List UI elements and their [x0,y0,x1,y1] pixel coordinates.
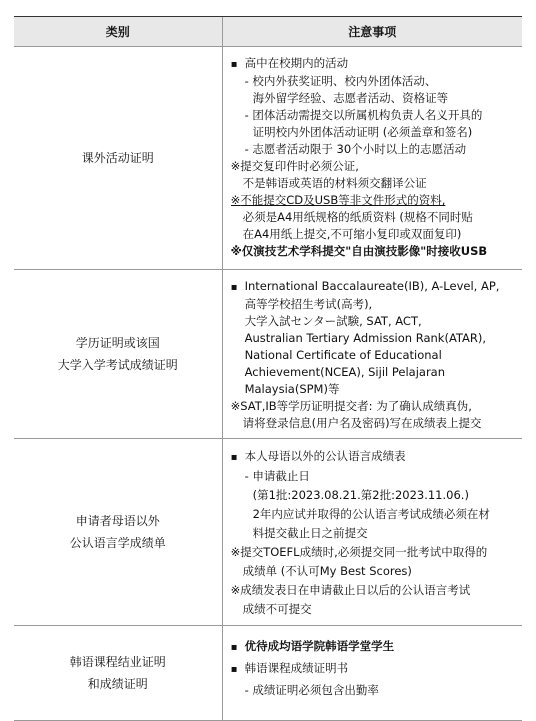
category-label: 课外活动证明 [81,151,154,165]
list-item: (第1批:2023.08.21.第2批:2023.11.06.) [252,488,469,502]
category-label: 韩语课程结业证明 [69,655,166,669]
table-row [14,270,522,439]
note-item: 必须是A4用纸规格的纸质资料 (规格不同时贴 [242,210,473,224]
category-cell [14,47,223,269]
category-cell [14,270,223,438]
notes-cell [223,47,522,269]
list-item: National Certificate of Educational [244,348,442,362]
header-notes: 注意事项 [348,25,397,39]
list-item: ▪ 本人母语以外的公认语言成绩表 [231,447,516,467]
note-item: ※ 仅演技艺术学科提交"自由演技影像"时接收USB [231,243,516,260]
note-item: ※ 不能提交CD及USB等非文件形式的资料, [231,192,516,209]
list-item: - 成绩证明必须包含出勤率 [231,680,516,701]
table-row [14,626,522,721]
list-item: 大学入試センター試験, SAT, ACT, [244,314,422,328]
note-item: ※ SAT,IB等学历证明提交者: 为了确认成绩真伪, [231,398,516,415]
list-item: ▪ International Baccalaureate(IB), A-Level, AP, [231,278,516,296]
list-item: ▪ 优待成均语学院韩语学堂学生 [231,636,516,658]
note-item: 在A4用纸上提交,不可缩小复印或双面复印) [242,227,462,241]
list-item: 海外留学经验、志愿者活动、资格证等 [252,91,449,105]
category-label: 公认语言学成绩单 [69,536,166,550]
list-item: 高等学校招生考试(高考), [244,297,373,311]
category-label: 申请者母语以外 [75,514,160,528]
list-item: 证明校内外团体活动证明 (必须盖章和签名) [252,125,473,139]
category-label: 学历证明或该国 [75,336,160,350]
list-item: 料提交截止日之前提交 [252,526,368,540]
notes-cell [223,626,522,720]
list-item: Malaysia(SPM)等 [244,382,340,396]
list-item: Australian Tertiary Admission Rank(ATAR), [244,331,487,345]
notes-cell [223,439,522,625]
list-item: Achievement(NCEA), Sijil Pelajaran [244,365,446,379]
note-item: 请将登录信息(用户名及密码)写在成绩表上提交 [242,416,482,430]
note-item: ※ 成绩发表日在申请截止日以后的公认语言考试 [231,581,516,600]
note-item: ※ 提交TOEFL成绩时,必须提交同一批考试中取得的 [231,543,516,562]
note-item: 不是韩语或英语的材料须交翻译公证 [242,176,427,190]
category-cell [14,439,223,625]
note-item: 成绩不可提交 [242,602,312,616]
notes-cell [223,270,522,438]
category-cell [14,626,223,720]
category-label: 和成绩证明 [87,677,148,691]
list-item: ▪ 高中在校期内的活动 [231,55,516,73]
list-item: - 校内外获奖证明、校内外团体活动、 [231,73,516,90]
header-category: 类别 [14,17,223,46]
list-item: 2年内应试并取得的公认语言考试成绩必须在材 [252,507,490,521]
list-item: ▪ 韩语课程成绩证明书 [231,658,516,680]
table-row [14,439,522,626]
notice-table [14,16,522,721]
list-item: - 团体活动需提交以所属机构负责人名义开具的 [231,107,516,124]
list-item: - 志愿者活动限于 30个小时以上的志愿活动 [231,141,516,158]
table-header [14,17,522,47]
category-label: 大学入学考试成绩证明 [57,358,178,372]
note-item: ※ 提交复印件时必须公证, [231,158,516,175]
note-item: 成绩单 (不认可My Best Scores) [242,564,412,578]
list-item: - 申请截止日 [231,467,516,486]
table-row [14,47,522,270]
